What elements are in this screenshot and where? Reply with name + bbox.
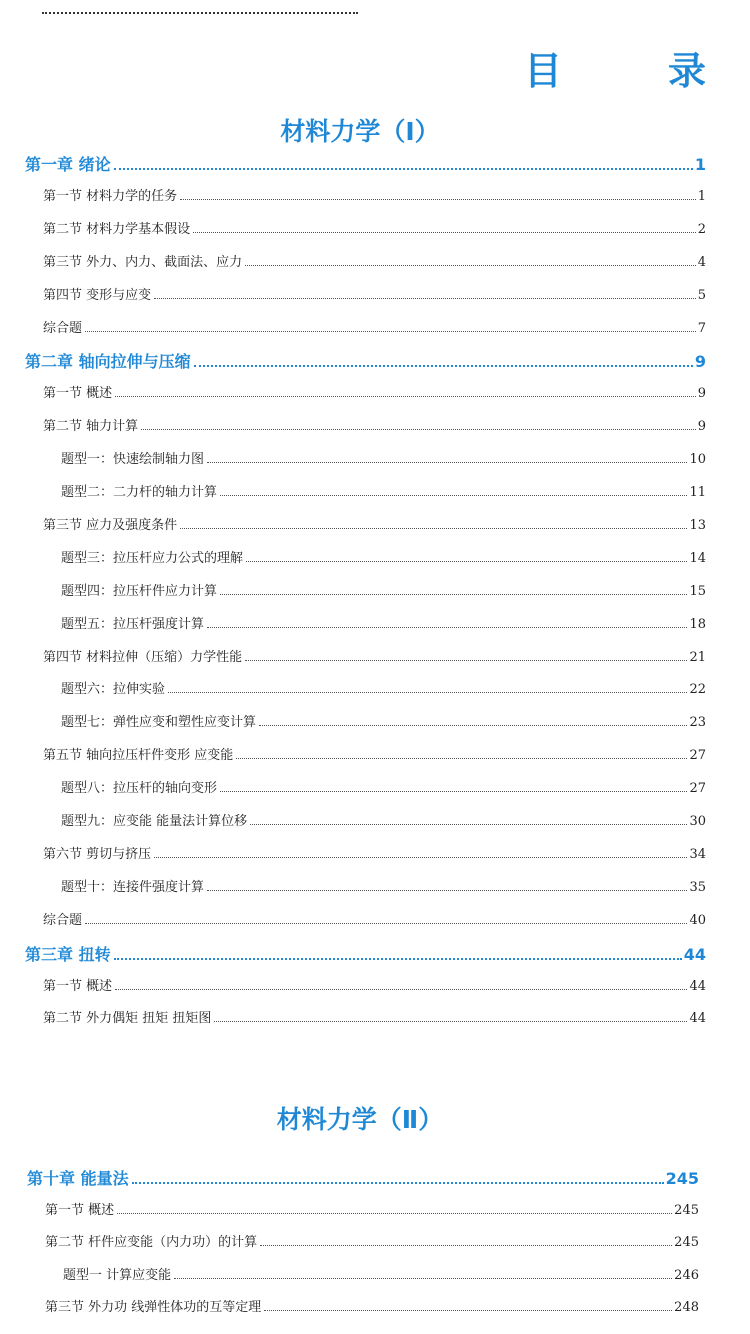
toc-entry-label: 第四节 材料拉伸（压缩）力学性能 [43, 649, 243, 665]
dot-leader [85, 923, 687, 924]
dot-leader [260, 1245, 672, 1246]
dot-leader [220, 495, 687, 496]
toc-section-row[interactable] [43, 848, 706, 861]
toc-section-row[interactable] [43, 1012, 706, 1025]
toc-entry-label: 第四节 变形与应变 [43, 287, 152, 303]
toc-page-number: 9 [697, 419, 706, 435]
toc-section-row[interactable] [45, 1236, 699, 1249]
toc-page-number: 245 [674, 1235, 699, 1250]
toc-page-number: 14 [689, 550, 706, 566]
toc-section-row[interactable] [43, 387, 706, 400]
dot-leader [220, 791, 687, 792]
dot-leader [154, 857, 687, 858]
toc-page-number: 44 [689, 978, 706, 994]
dot-leader [264, 1310, 672, 1311]
toc-topic-row[interactable] [61, 618, 706, 631]
toc-page-number: 7 [697, 320, 706, 336]
toc-page-number: 40 [689, 912, 706, 928]
toc-entry-label: 题型九：应变能 能量法计算位移 [61, 814, 248, 829]
toc-section-row[interactable] [43, 420, 706, 433]
toc-topic-row[interactable] [61, 716, 706, 729]
dot-leader [236, 758, 687, 759]
dot-leader [115, 396, 696, 397]
toc-page-number: 35 [689, 879, 706, 895]
toc-page-number: 44 [689, 1011, 706, 1027]
toc-page-number: 246 [674, 1267, 699, 1283]
toc-entry-label: 第五节 轴向拉压杆件变形 应变能 [43, 748, 234, 764]
toc-section-row[interactable] [43, 519, 706, 532]
toc-page-number: 27 [689, 781, 706, 797]
dot-leader [174, 1278, 672, 1279]
toc-page-number: 34 [689, 846, 706, 862]
dot-leader [259, 725, 687, 726]
toc-section-row[interactable] [43, 223, 706, 236]
dot-leader [141, 429, 696, 430]
toc-entry-label: 题型二：二力杆的轴力计算 [61, 485, 218, 500]
dot-leader [115, 989, 687, 990]
toc-page-number: 11 [689, 485, 706, 500]
dot-leader [180, 199, 696, 200]
toc-section-row[interactable] [45, 1204, 699, 1217]
toc-chapter-row[interactable] [27, 1171, 699, 1187]
toc-topic-row[interactable] [61, 552, 706, 565]
toc-entry-label: 题型八：拉压杆的轴向变形 [61, 781, 218, 797]
toc-entry-label: 第二节 杆件应变能（内力功）的计算 [45, 1235, 258, 1250]
toc-page-number: 21 [689, 649, 706, 665]
toc-entry-label: 第三节 外力、内力、截面法、应力 [43, 254, 243, 270]
toc-entry-label: 第一节 概述 [45, 1202, 115, 1218]
toc-page-number: 44 [683, 944, 706, 964]
toc-section-row[interactable] [43, 190, 706, 203]
toc-page-number: 1 [694, 155, 706, 174]
toc-entry-label: 题型七：弹性应变和塑性应变计算 [61, 715, 257, 731]
toc-entry-label: 题型三：拉压杆应力公式的理解 [61, 550, 244, 566]
toc-topic-row[interactable] [61, 486, 706, 499]
dot-leader [207, 462, 687, 463]
toc-page-number: 9 [697, 386, 706, 402]
dot-leader [246, 561, 687, 562]
toc-section-row[interactable] [43, 651, 706, 664]
toc-section-row[interactable] [45, 1301, 699, 1314]
toc-entry-label: 题型四：拉压杆件应力计算 [61, 583, 218, 599]
toc-page-number: 4 [697, 254, 706, 270]
toc-entry-label: 第一节 概述 [43, 386, 113, 402]
toc-page-number: 1 [697, 188, 706, 204]
toc-page-number: 13 [689, 517, 706, 533]
toc-page-number: 248 [674, 1300, 699, 1315]
toc-topic-row[interactable] [61, 782, 706, 795]
toc-page-number: 23 [689, 715, 706, 731]
toc-entry-label: 题型一 计算应变能 [63, 1267, 172, 1283]
toc-page-number: 15 [689, 583, 706, 599]
dot-leader [114, 958, 682, 960]
toc-entry-label: 第十章 能量法 [27, 1169, 129, 1188]
toc-chapter-row[interactable] [25, 944, 706, 964]
toc-topic-row[interactable] [61, 453, 706, 466]
dot-leader [85, 331, 696, 332]
toc-chapter-row[interactable] [25, 354, 706, 370]
top-dotted-rule [42, 2, 358, 14]
dot-leader [214, 1021, 687, 1022]
page-title: 目 录 [523, 49, 740, 93]
toc-entry-label: 第二章 轴向拉伸与压缩 [25, 352, 191, 372]
toc-page-number: 22 [689, 682, 706, 698]
dot-leader [245, 660, 687, 661]
toc-entry-label: 题型一：快速绘制轴力图 [61, 452, 205, 468]
toc-entry-label: 第二节 轴力计算 [43, 419, 139, 435]
toc-page-number: 10 [689, 452, 706, 468]
toc-entry-label: 第二节 材料力学基本假设 [43, 221, 191, 237]
toc-topic-row[interactable] [63, 1269, 699, 1282]
toc-page-number: 18 [689, 616, 706, 632]
toc-entry-label: 第一节 材料力学的任务 [43, 188, 178, 204]
dot-leader [207, 627, 687, 628]
toc-entry-label: 综合题 [43, 912, 83, 928]
toc-page-number: 2 [697, 221, 706, 237]
toc-page-number: 5 [697, 287, 706, 303]
toc-section-row[interactable] [43, 749, 706, 762]
toc-topic-row[interactable] [61, 815, 706, 828]
dot-leader [117, 1213, 672, 1214]
dot-leader [250, 824, 687, 825]
toc-topic-row[interactable] [61, 585, 706, 598]
part-title-1: 材料力学（Ⅰ） [280, 117, 440, 146]
dot-leader [154, 298, 696, 299]
dot-leader [194, 365, 693, 367]
toc-section-row[interactable] [43, 256, 706, 269]
dot-leader [168, 692, 687, 693]
toc-entry-label: 第三节 应力及强度条件 [43, 517, 178, 533]
dot-leader [207, 890, 687, 891]
toc-section-row[interactable] [43, 322, 706, 335]
toc-entry-label: 第六节 剪切与挤压 [43, 846, 152, 862]
toc-entry-label: 第一章 绪论 [25, 155, 111, 174]
toc-page-number: 245 [665, 1169, 699, 1188]
toc-section-row[interactable] [43, 914, 706, 927]
toc-page-number: 245 [674, 1202, 699, 1218]
toc-entry-label: 第三章 扭转 [25, 944, 111, 964]
toc-topic-row[interactable] [61, 881, 706, 894]
toc-section-row[interactable] [43, 980, 706, 993]
toc-entry-label: 综合题 [43, 320, 83, 336]
dot-leader [193, 232, 696, 233]
toc-chapter-row[interactable] [25, 157, 706, 173]
dot-leader [132, 1182, 664, 1184]
dot-leader [180, 528, 687, 529]
toc-section-row[interactable] [43, 289, 706, 302]
toc-entry-label: 题型五：拉压杆强度计算 [61, 616, 205, 632]
part-title-2: 材料力学（Ⅱ） [276, 1105, 444, 1134]
toc-entry-label: 题型十：连接件强度计算 [61, 879, 205, 895]
toc-topic-row[interactable] [61, 683, 706, 696]
toc-page-number: 27 [689, 748, 706, 764]
toc-entry-label: 第二节 外力偶矩 扭矩 扭矩图 [43, 1011, 212, 1027]
toc-entry-label: 第三节 外力功 线弹性体功的互等定理 [45, 1300, 262, 1315]
dot-leader [220, 594, 687, 595]
toc-page-number: 9 [694, 352, 706, 372]
toc-entry-label: 第一节 概述 [43, 978, 113, 994]
toc-page-number: 30 [689, 814, 706, 829]
toc-entry-label: 题型六：拉伸实验 [61, 682, 166, 698]
dot-leader [245, 265, 696, 266]
dot-leader [114, 168, 693, 170]
